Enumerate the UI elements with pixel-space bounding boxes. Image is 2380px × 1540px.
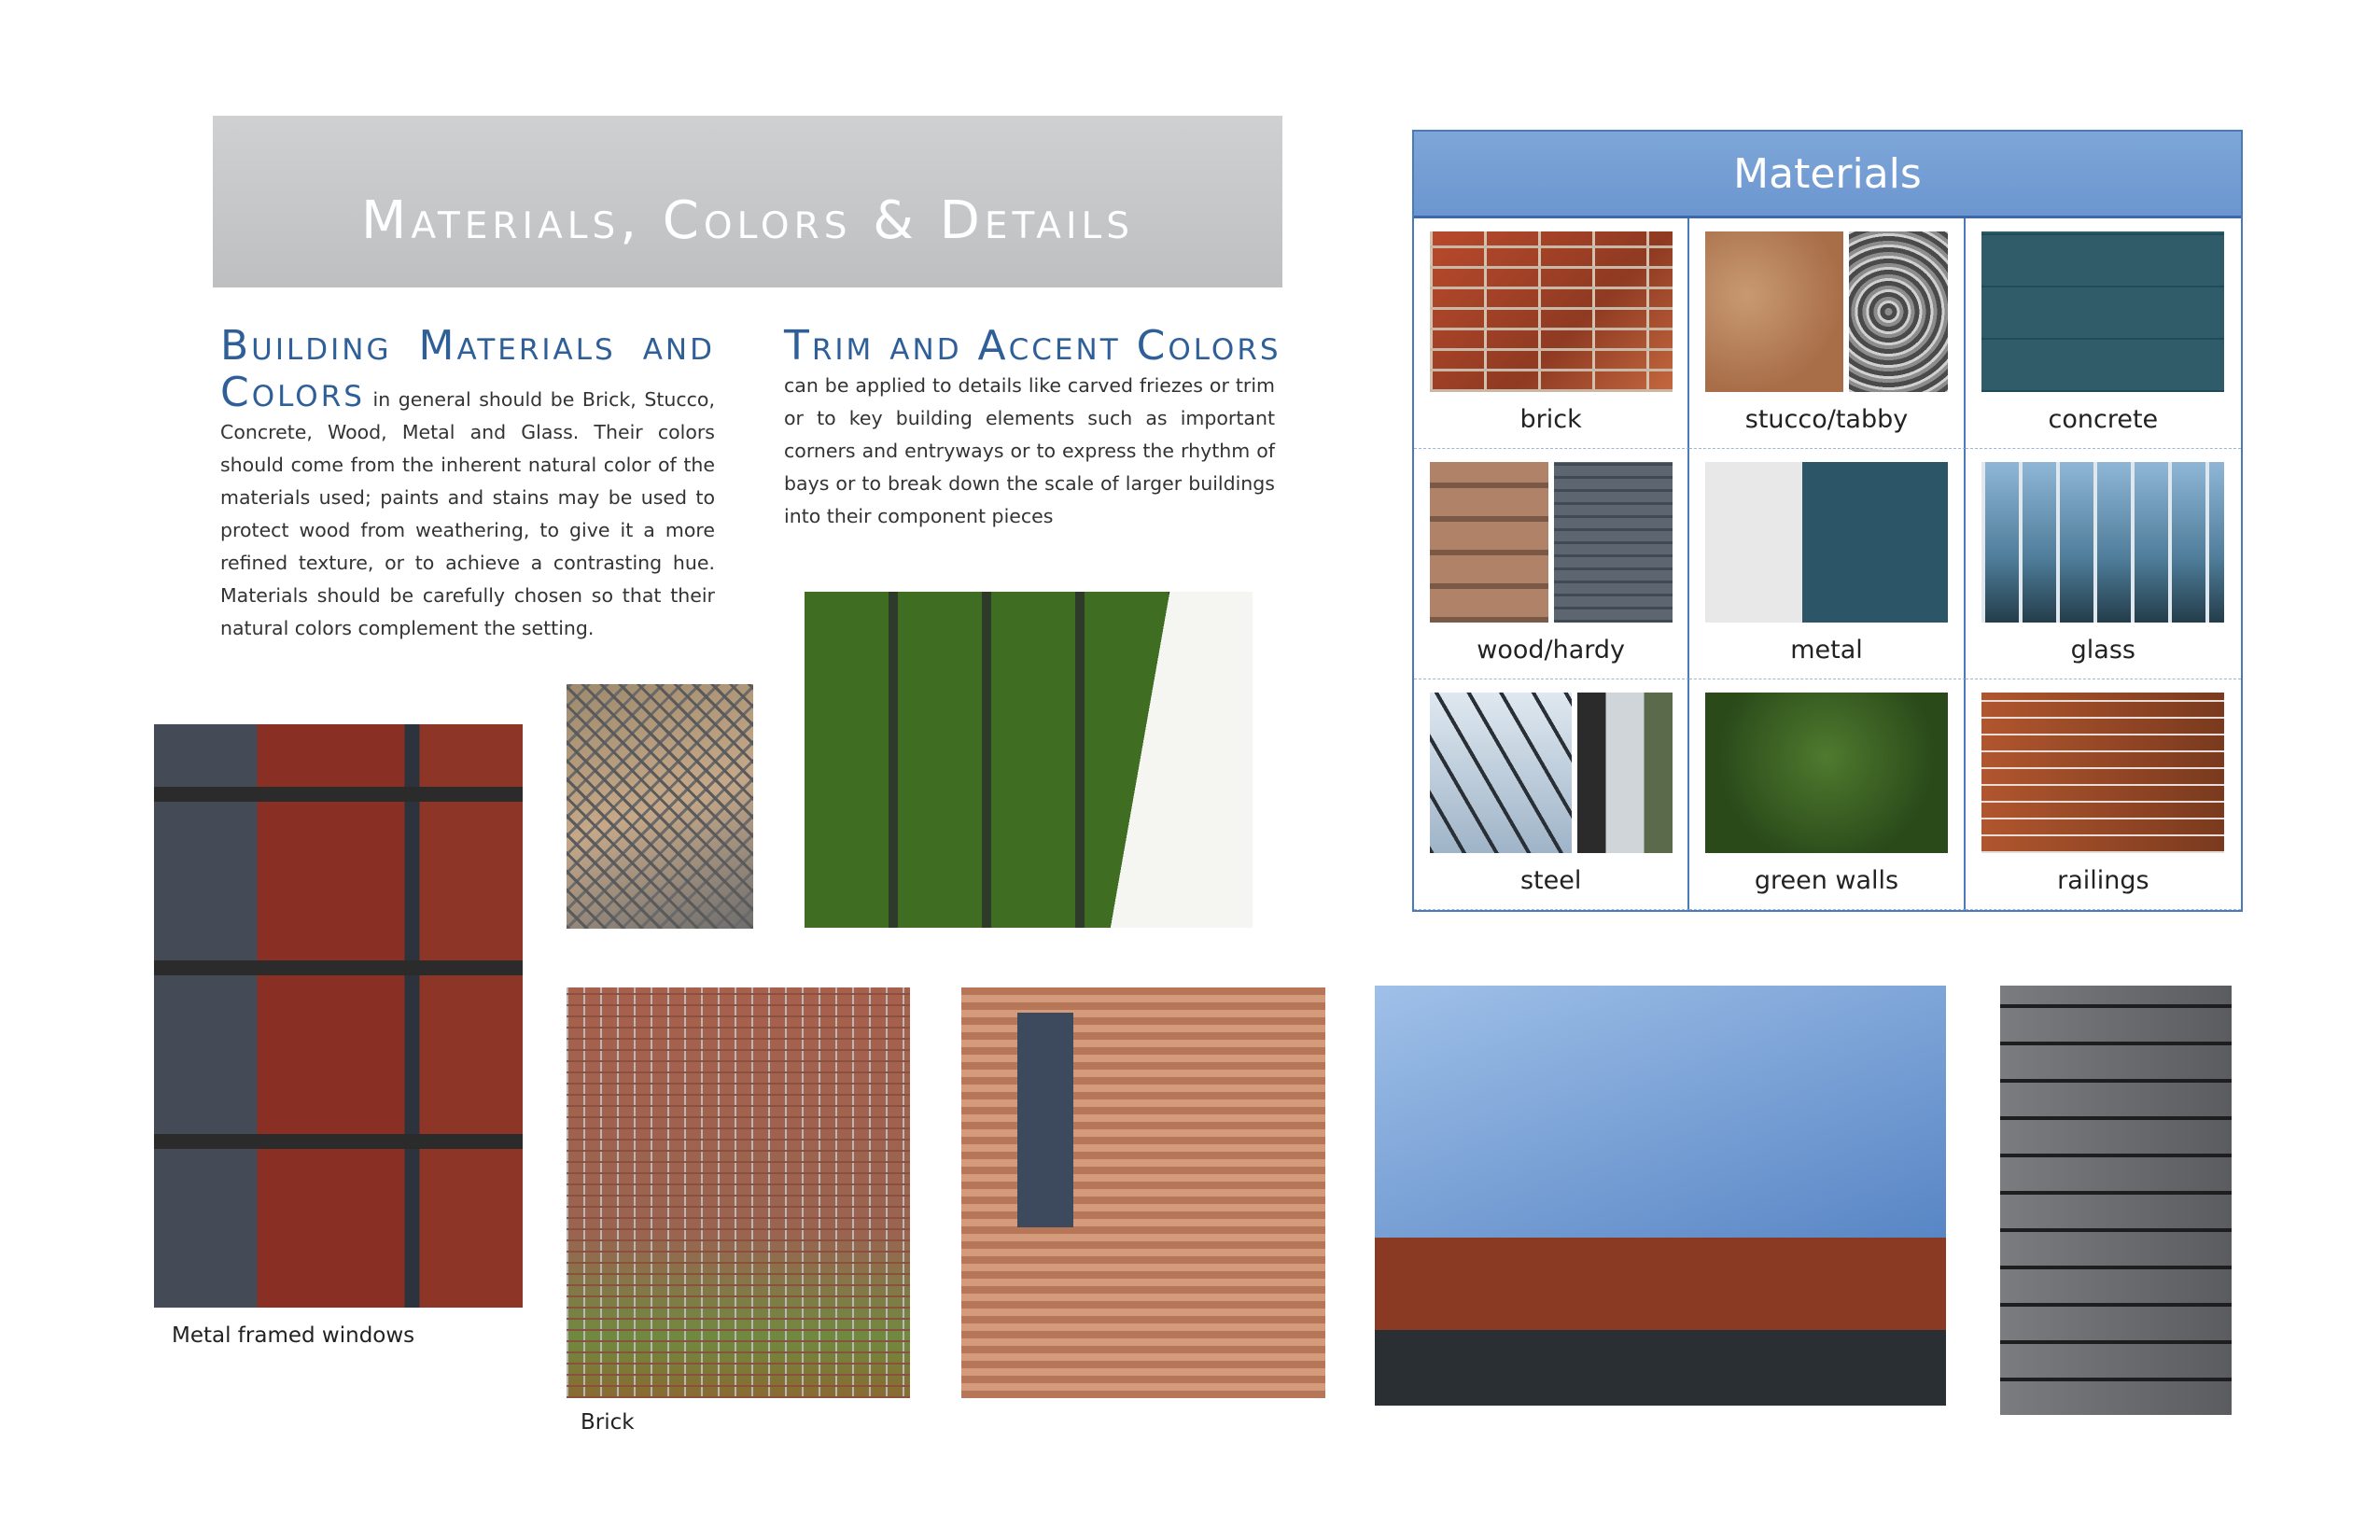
photo-metal-wall-railing — [2000, 986, 2232, 1415]
material-metal — [1689, 449, 1965, 679]
railings-swatch — [1981, 693, 2224, 853]
materials-header — [1414, 132, 2241, 218]
material-label: wood/hardy — [1477, 636, 1626, 665]
caption-metal-framed-windows: Metal framed windows — [172, 1323, 415, 1348]
photo-metal-mesh-detail — [567, 684, 753, 929]
stucco-tabby-swatch — [1705, 231, 1948, 392]
material-label: steel — [1519, 866, 1582, 895]
material-concrete — [1966, 218, 2241, 449]
photo-wood-louvers — [961, 987, 1325, 1398]
louver-window — [1017, 1013, 1073, 1227]
materials-grid — [1414, 218, 2241, 910]
brick-swatch — [1430, 231, 1673, 392]
materials-panel — [1412, 130, 2243, 912]
material-label: glass — [2070, 636, 2135, 665]
green-walls-swatch — [1705, 693, 1948, 853]
metal-swatch — [1705, 462, 1948, 623]
glass-swatch — [1981, 462, 2224, 623]
trim-accent-section — [784, 322, 1281, 533]
photo-green-wall — [805, 592, 1253, 928]
photo-brick — [567, 987, 910, 1398]
title-banner — [213, 116, 1282, 287]
material-stucco-tabby — [1689, 218, 1965, 449]
materials-title: Materials — [1733, 149, 1922, 198]
material-label: green walls — [1754, 866, 1899, 895]
caption-brick: Brick — [581, 1410, 635, 1435]
building-materials-heading: Building Materials and Colors — [220, 322, 715, 416]
building-materials-body: in general should be Brick, Stucco, Concrete, Wood, Metal and Glass. Their colors should come from the inherent natural color of the materials used; paints and stains may be used to protect wood from weathering, to give it a more refined texture, or to achieve a contrasting hue. Materials should be carefully chosen so that their natural colors complement the setting. — [220, 388, 715, 639]
photo-metal-framed-windows — [154, 724, 523, 1308]
material-brick — [1414, 218, 1689, 449]
wood-hardy-swatch — [1430, 462, 1673, 623]
trim-heading: Trim and Accent Colors — [784, 322, 1281, 370]
page-title: Materials, Colors & Details — [361, 189, 1134, 251]
building-materials-text — [220, 323, 715, 645]
material-label: stucco/tabby — [1744, 405, 1909, 434]
material-label: metal — [1790, 636, 1863, 665]
material-wood-hardy — [1414, 449, 1689, 679]
building-materials-section — [220, 323, 715, 645]
trim-body: can be applied to details like carved friezes or trim or to key building elements such as important corners and entryways or to express the rhythm of bays or to break down the scale of larger buildings into their component pieces — [784, 374, 1275, 527]
material-label: brick — [1519, 405, 1582, 434]
material-label: railings — [2057, 866, 2149, 895]
material-green-walls — [1689, 679, 1965, 910]
material-steel — [1414, 679, 1689, 910]
material-label: concrete — [2048, 405, 2159, 434]
photo-pergola — [1375, 986, 1946, 1406]
material-railings — [1966, 679, 2241, 910]
steel-swatch — [1430, 693, 1673, 853]
concrete-swatch — [1981, 231, 2224, 392]
material-glass — [1966, 449, 2241, 679]
